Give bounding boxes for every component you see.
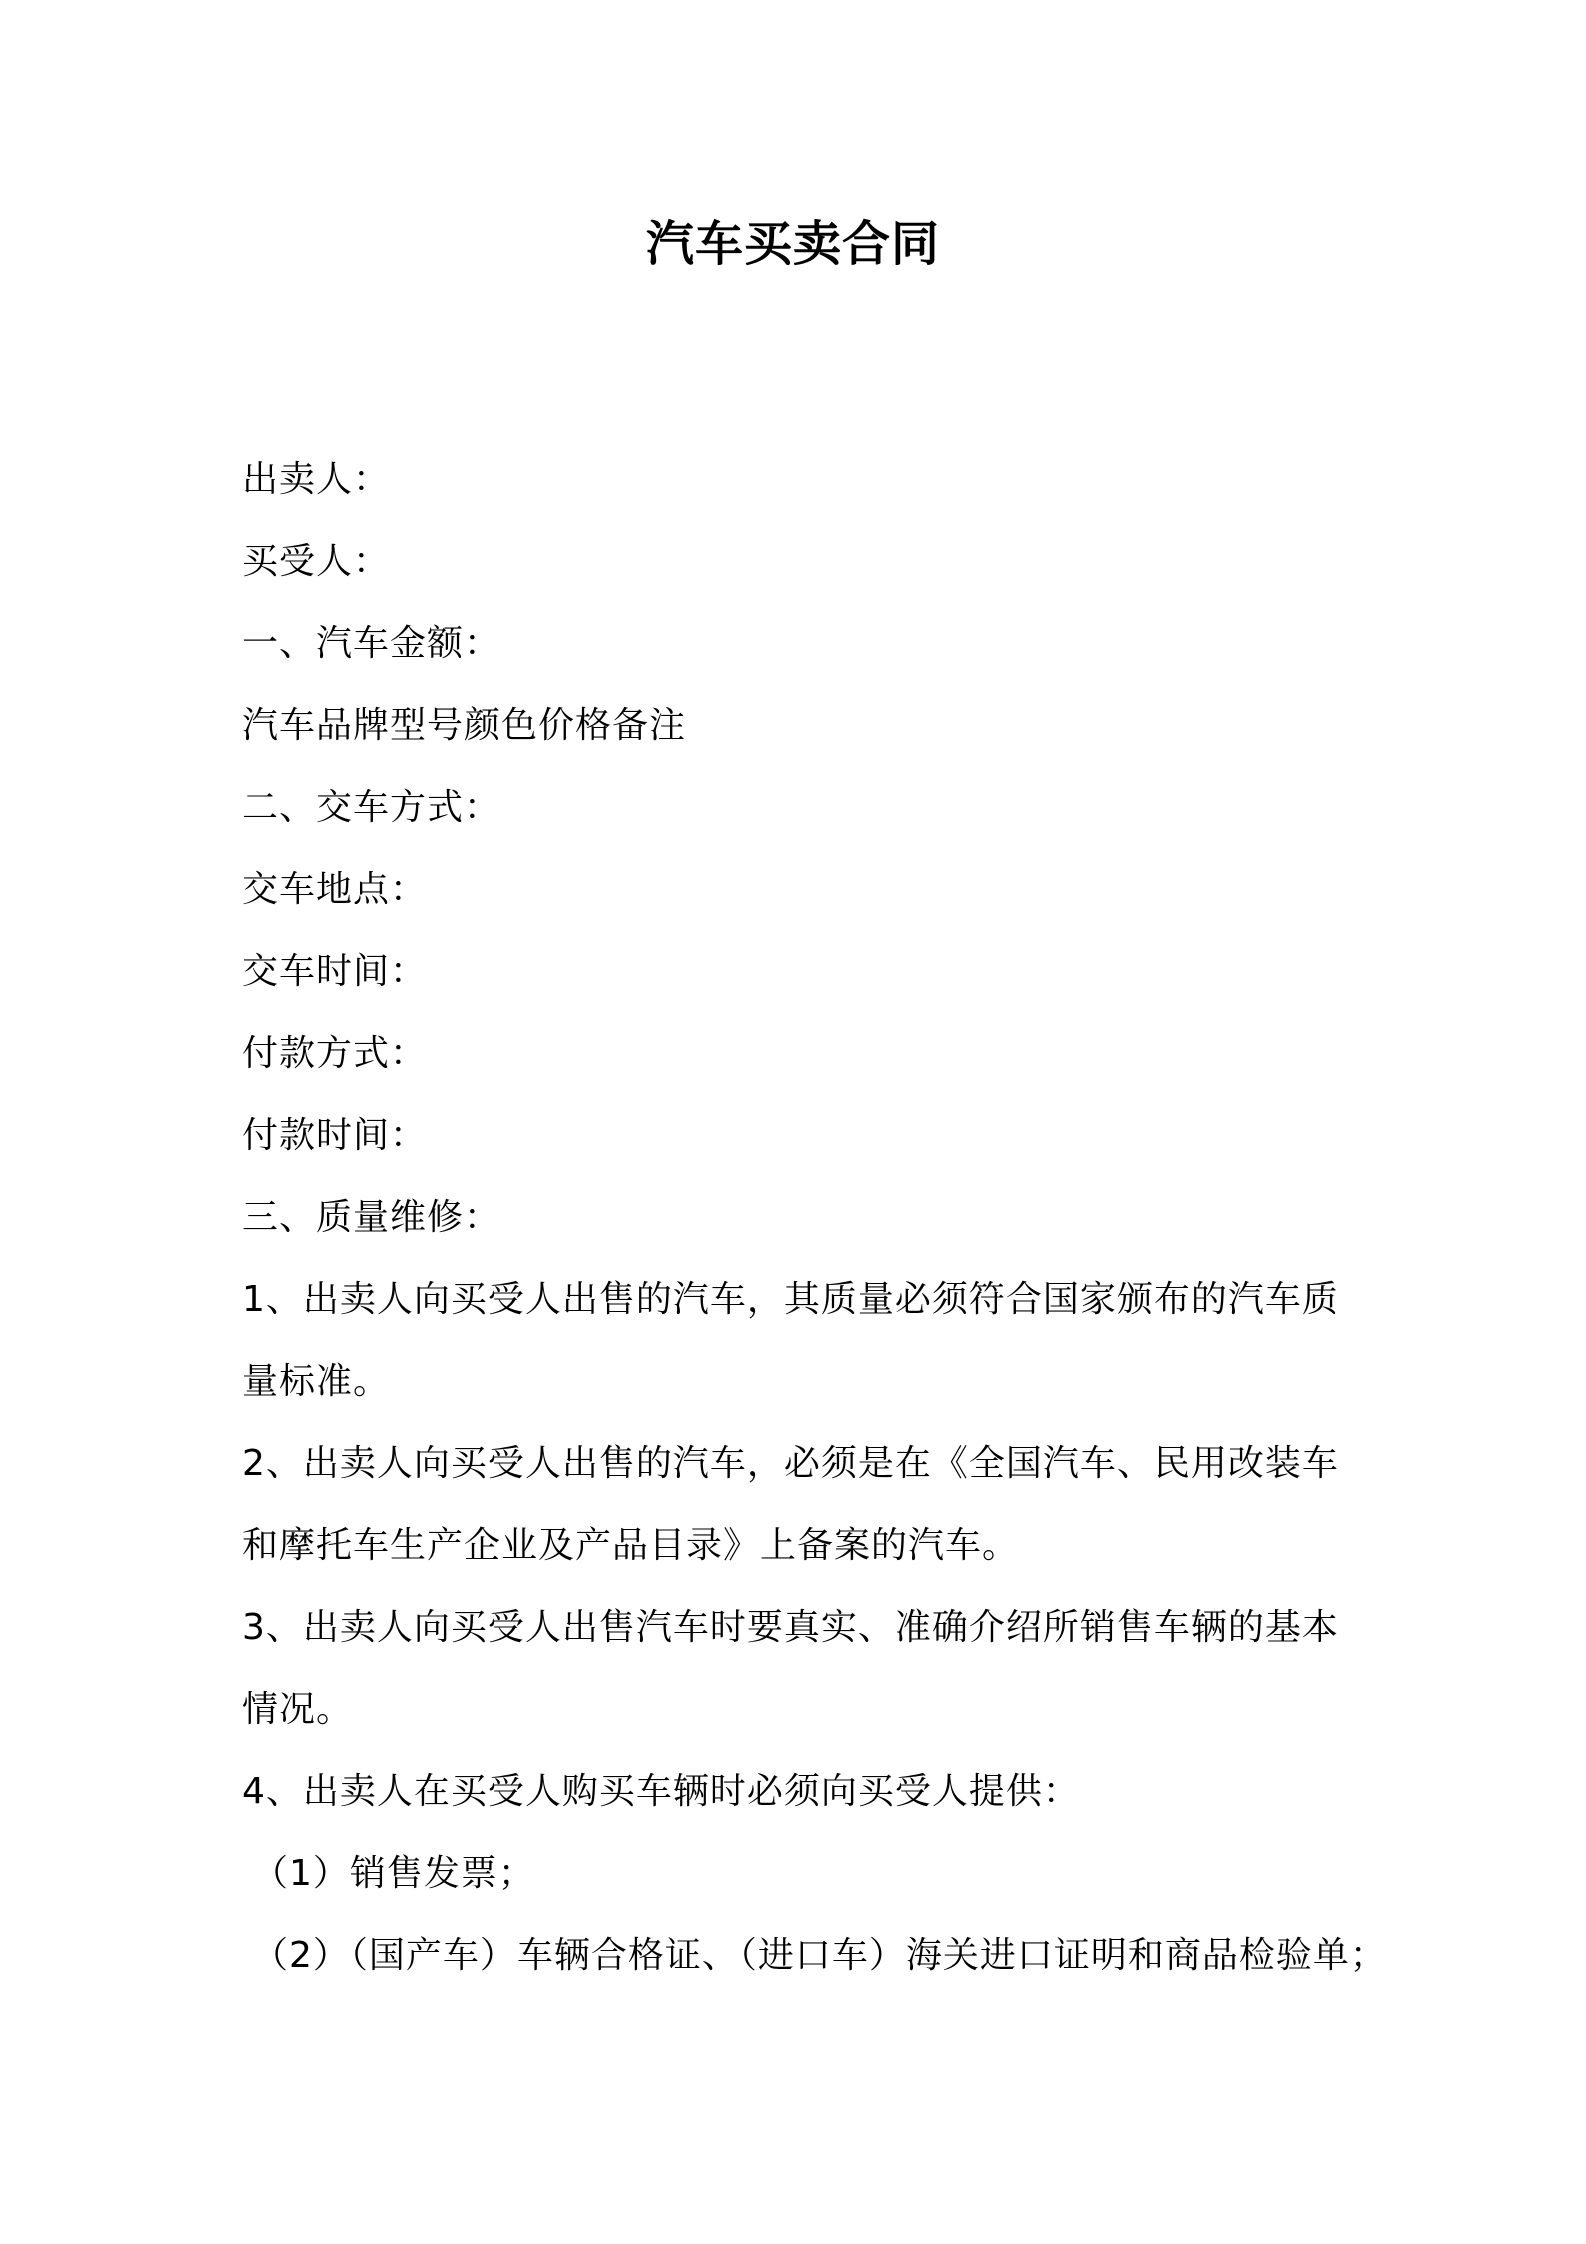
vehicle-info-header: 汽车品牌型号颜色价格备注	[242, 705, 687, 746]
section-heading-delivery: 二、交车方式：	[242, 787, 502, 828]
clause-1-line-1: 1、出卖人向买受人出售的汽车，其质量必须符合国家颁布的汽车质	[242, 1279, 1339, 1320]
clause-3-line-1: 3、出卖人向买受人出售汽车时要真实、准确介绍所销售车辆的基本	[242, 1607, 1339, 1648]
clause-4-line-1: 4、出卖人在买受人购买车辆时必须向买受人提供：	[242, 1771, 1080, 1812]
clause-4-item-1: （1）销售发票；	[252, 1853, 535, 1894]
delivery-location-label: 交车地点：	[242, 869, 428, 910]
clause-1-line-2: 量标准。	[242, 1361, 391, 1402]
delivery-time-label: 交车时间：	[242, 951, 428, 992]
clause-2-line-1: 2、出卖人向买受人出售的汽车，必须是在《全国汽车、民用改装车	[242, 1443, 1339, 1484]
clause-2-line-2: 和摩托车生产企业及产品目录》上备案的汽车。	[242, 1525, 1020, 1566]
section-heading-amount: 一、汽车金额：	[242, 623, 502, 664]
clause-3-line-2: 情况。	[242, 1689, 354, 1730]
seller-label: 出卖人：	[242, 459, 391, 500]
buyer-label: 买受人：	[242, 541, 391, 582]
clause-4-item-2: （2）（国产车）车辆合格证、（进口车）海关进口证明和商品检验单；	[252, 1935, 1387, 1976]
document-title: 汽车买卖合同	[645, 216, 940, 272]
payment-method-label: 付款方式：	[242, 1033, 428, 1074]
payment-time-label: 付款时间：	[242, 1115, 428, 1156]
section-heading-quality: 三、质量维修：	[242, 1197, 502, 1238]
